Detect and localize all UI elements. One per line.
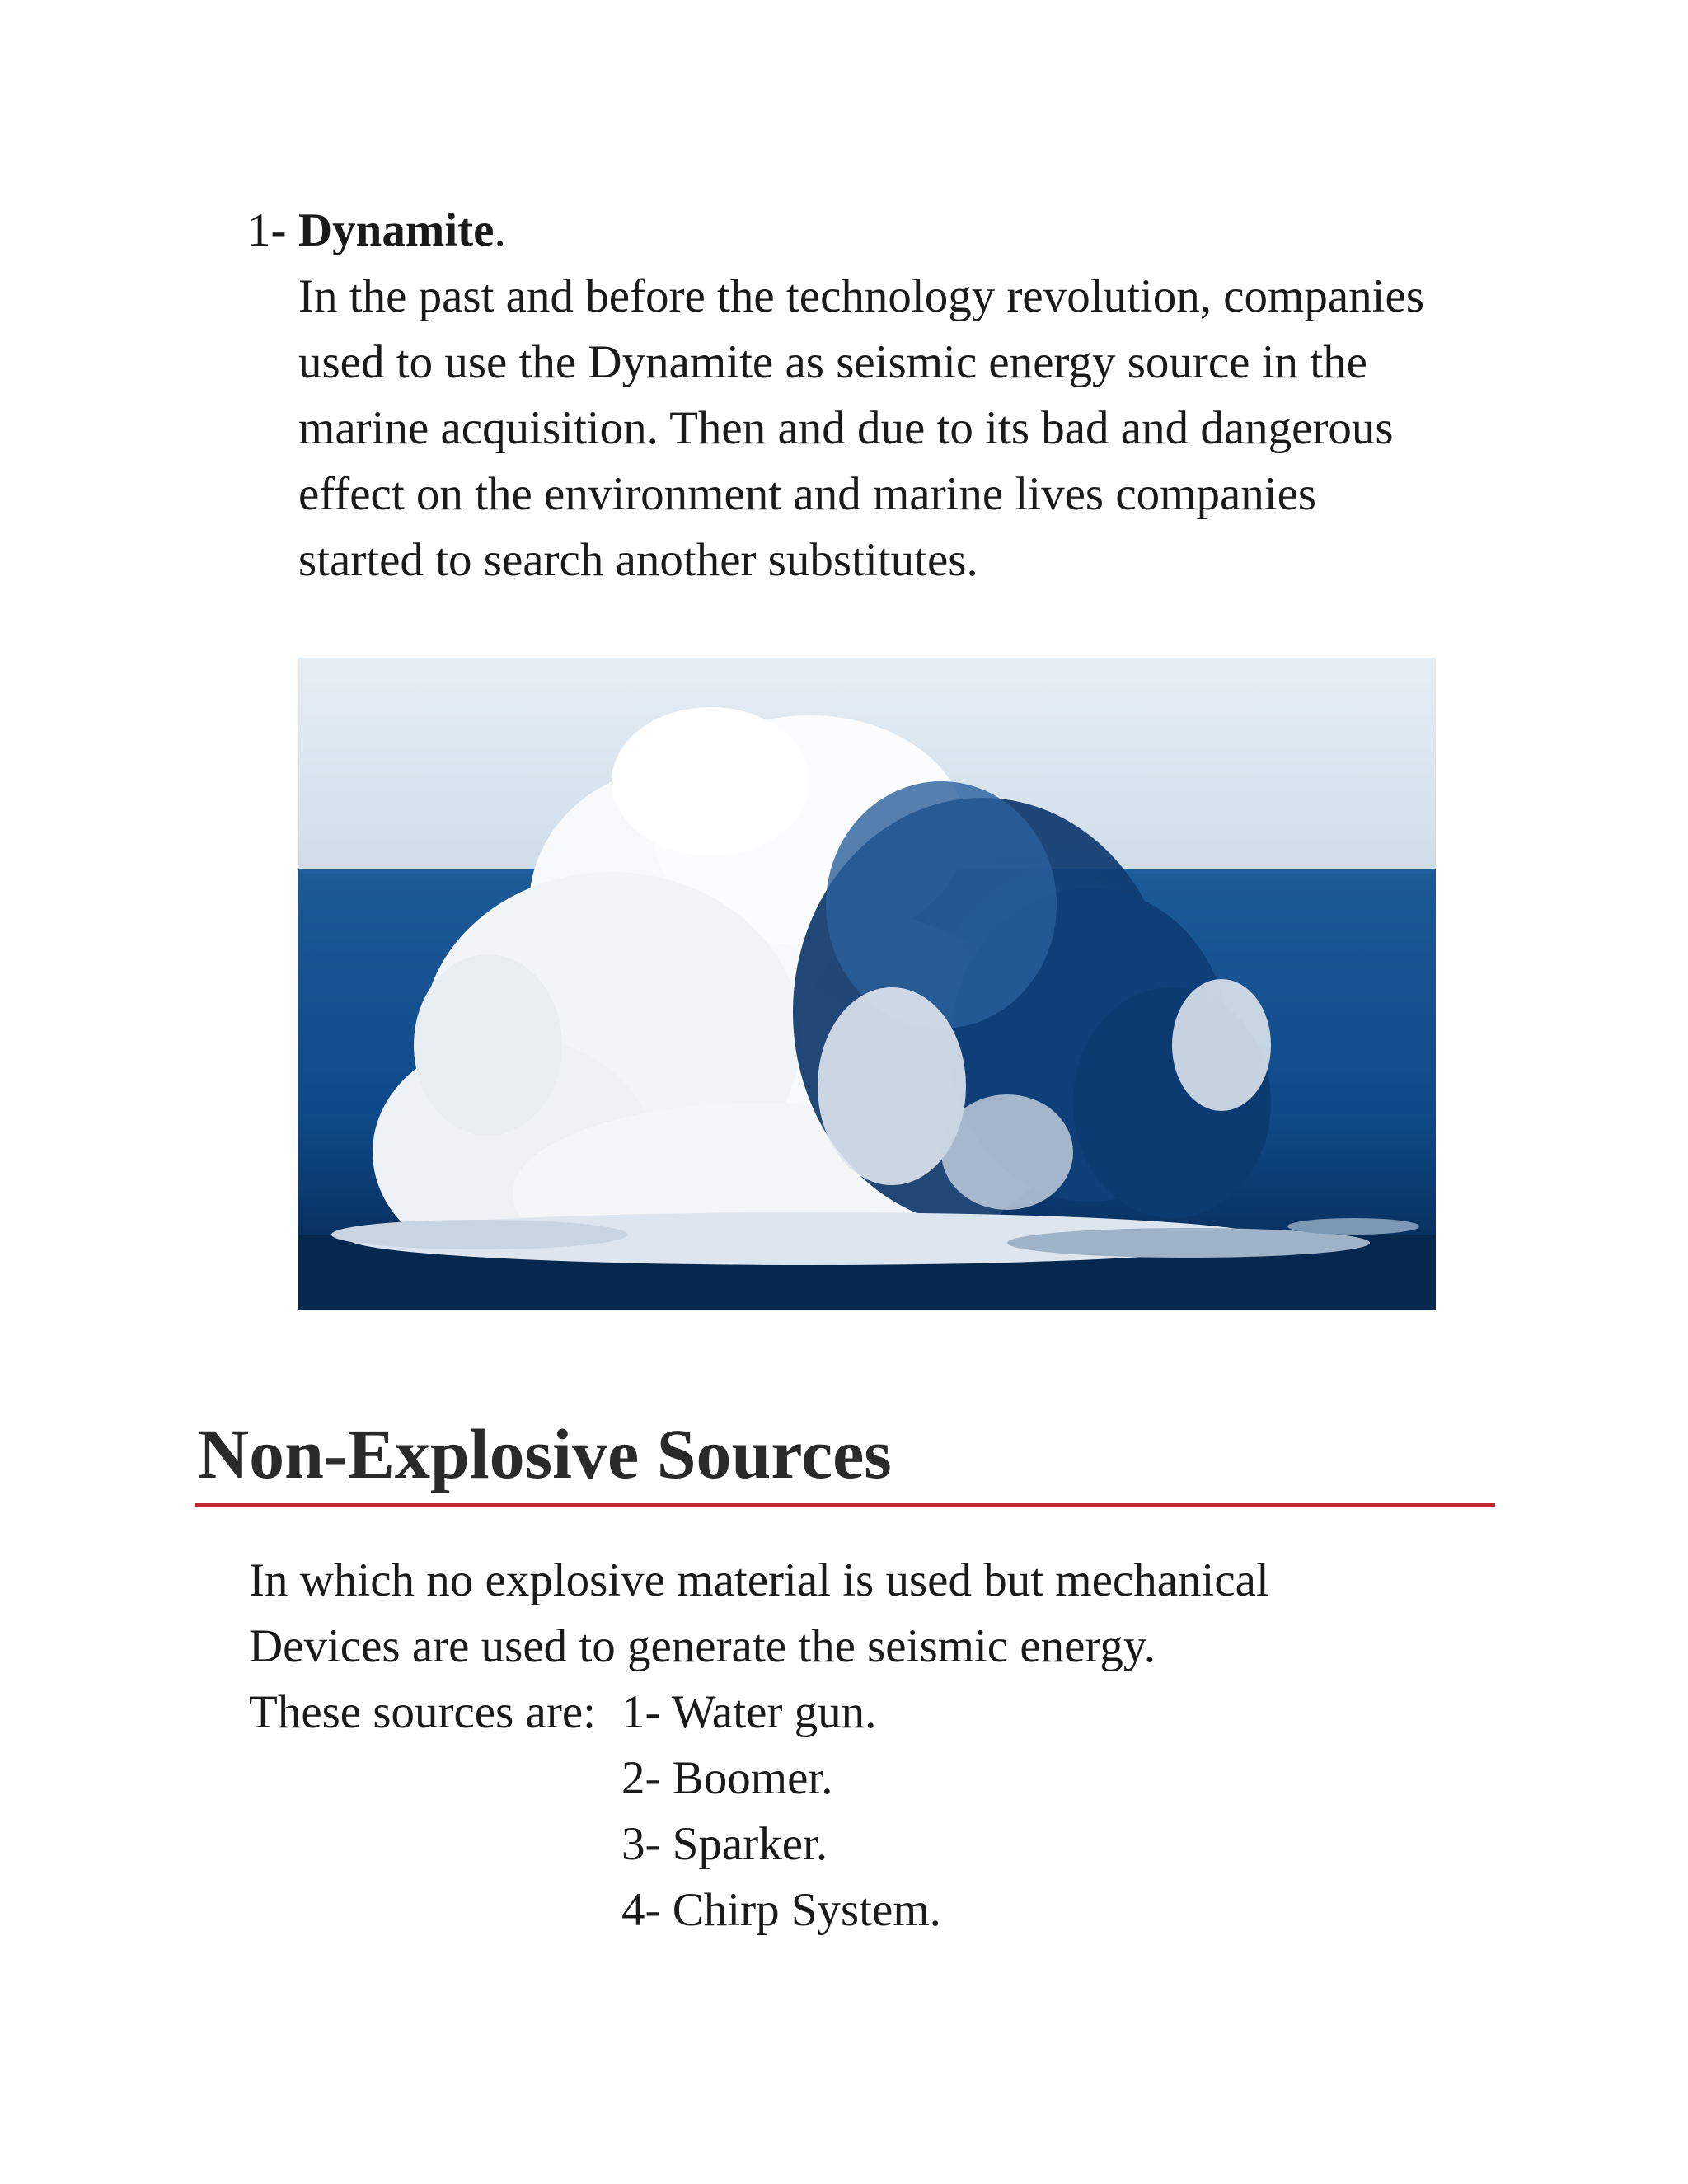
description-line: started to search another substitutes. (298, 534, 978, 586)
sources-intro: These sources are: (249, 1686, 596, 1738)
dynamite-section (247, 198, 1517, 593)
item-title: Dynamite (298, 204, 495, 256)
list-item: 3- Sparker. (621, 1818, 828, 1870)
heading-underline (195, 1503, 1495, 1507)
list-item: 1- Water gun. (621, 1686, 877, 1738)
intro-line: In which no explosive material is used but mechanical (249, 1554, 1269, 1606)
description-line: marine acquisition. Then and due to its bad and dangerous (298, 402, 1394, 454)
sources-list (621, 1680, 941, 1943)
item-description (298, 264, 1517, 593)
description-line: In the past and before the technology revolution, companies (298, 270, 1424, 322)
item-title-suffix: . (494, 204, 506, 256)
list-item: 2- Boomer. (621, 1752, 833, 1804)
description-line: used to use the Dynamite as seismic energy source in the (298, 336, 1367, 388)
description-line: effect on the environment and marine lives companies (298, 468, 1317, 520)
non-explosive-section (249, 1548, 1269, 1936)
section-heading: Non-Explosive Sources (198, 1414, 892, 1493)
underwater-explosion-photo (298, 658, 1436, 1310)
list-item: 4- Chirp System. (621, 1884, 941, 1936)
item-number: 1- (247, 204, 287, 256)
intro-line: Devices are used to generate the seismic energy. (249, 1620, 1156, 1672)
item-heading (247, 198, 1517, 264)
